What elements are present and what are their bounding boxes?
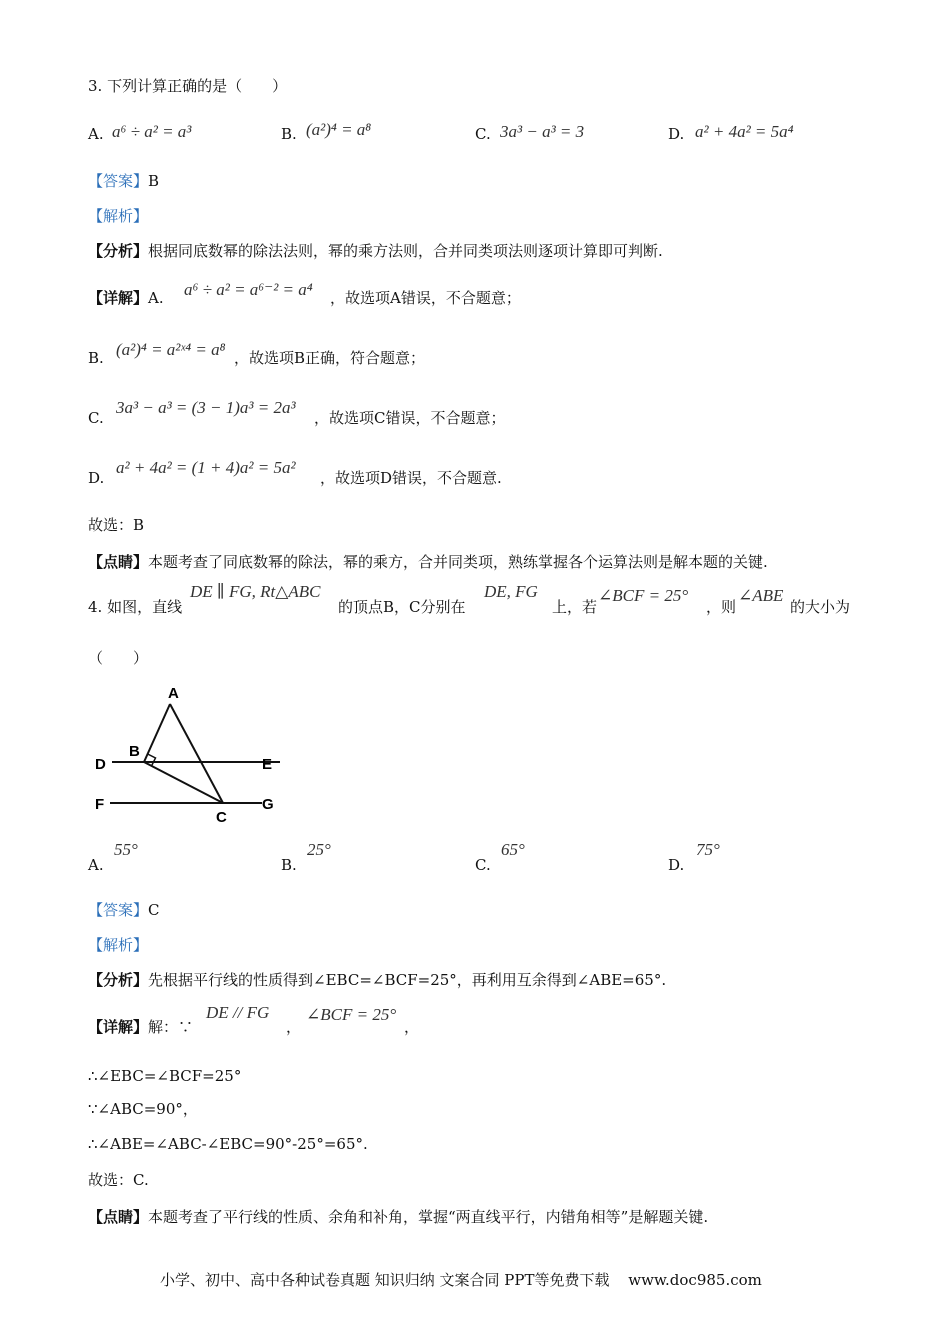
- q4-option-b-value: 25°: [307, 840, 331, 859]
- label-c: C: [216, 809, 227, 826]
- q4-expr-1: DE ∥ FG, Rt△ABC: [190, 582, 321, 601]
- comment-tag: 【点睛】: [88, 1208, 149, 1226]
- q3-option-a-label: A.: [88, 125, 104, 143]
- q4-answer: [88, 900, 160, 920]
- q3-option-d-label: D.: [668, 125, 685, 143]
- q3-detail-b-expr: (a²)⁴ = a²ˣ⁴ = a⁸: [116, 340, 226, 359]
- q3-detail-c-expr: 3a³ − a³ = (3 − 1)a³ = 2a³: [116, 398, 296, 417]
- q4-detail-intro: [88, 1017, 193, 1037]
- q4-choose: 故选：C.: [88, 1171, 149, 1189]
- q4-stem-4: ，则: [706, 598, 737, 616]
- q3-answer: [88, 171, 159, 191]
- q3-fenxi: [88, 241, 663, 261]
- detail-tag: 【详解】: [88, 1018, 149, 1036]
- segment-ab: [144, 704, 170, 762]
- q4-step-2: ∵∠ABC=90°，: [88, 1100, 198, 1118]
- q4-option-d-value: 75°: [696, 840, 720, 859]
- q3-option-c-expr: 3a³ − a³ = 3: [500, 122, 585, 141]
- q4-step-3: ∴∠ABE=∠ABC-∠EBC=90°-25°=65°.: [88, 1135, 368, 1153]
- q4-stem-1: 4. 如图，直线: [88, 598, 183, 616]
- q3-option-a-expr: a⁶ ÷ a² = a³: [112, 122, 192, 141]
- q4-figure: [92, 680, 292, 830]
- q3-detail-c-text: ，故选项C错误，不合题意；: [314, 409, 506, 427]
- fenxi-tag: 【分析】: [88, 242, 149, 260]
- q4-comment: [88, 1207, 708, 1227]
- q3-detail-d-text: ，故选项D错误，不合题意.: [320, 469, 502, 487]
- q3-detail-a: [88, 288, 164, 308]
- q4-detail-expr-1: DE // FG: [206, 1003, 270, 1022]
- q4-option-d-label: D.: [668, 856, 685, 874]
- label-g: G: [262, 796, 274, 813]
- answer-tag: 【答案】: [88, 901, 149, 919]
- q4-stem-2: 的顶点B，C分别在: [338, 598, 466, 616]
- footer: [160, 1270, 762, 1290]
- q4-stem-3: 上，若: [552, 598, 598, 616]
- q4-option-c-value: 65°: [501, 840, 525, 859]
- comment-text: 本题考查了同底数幂的除法，幂的乘方，合并同类项，熟练掌握各个运算法则是解本题的关键.: [148, 553, 768, 571]
- q3-choose: 故选：B: [88, 516, 145, 534]
- q4-analysis-tag: 【解析】: [88, 936, 149, 954]
- q3-detail-d-prefix: D.: [88, 469, 105, 487]
- q4-option-b-label: B.: [281, 856, 297, 874]
- q3-stem: 3. 下列计算正确的是（ ）: [88, 77, 288, 95]
- q3-detail-b-text: ，故选项B正确，符合题意；: [234, 349, 426, 367]
- q4-stem-5: 的大小为: [790, 598, 851, 616]
- answer-value: C: [148, 901, 160, 919]
- label-d: D: [95, 756, 106, 773]
- fenxi-text: 根据同底数幂的除法法则，幂的乘方法则，合并同类项法则逐项计算即可判断.: [148, 242, 663, 260]
- q4-expr-4: ∠ABE: [738, 586, 784, 605]
- q4-option-a-value: 55°: [114, 840, 138, 859]
- q3-detail-a-expr: a⁶ ÷ a² = a⁶⁻² = a⁴: [184, 280, 313, 299]
- q3-option-b-label: B.: [281, 125, 297, 143]
- q4-option-a-label: A.: [88, 856, 104, 874]
- label-a: A: [168, 685, 179, 702]
- footer-text: 小学、初中、高中各种试卷真题 知识归纳 文案合同 PPT等免费下载: [160, 1271, 610, 1289]
- q3-option-c-label: C.: [475, 125, 491, 143]
- q3-detail-d-expr: a² + 4a² = (1 + 4)a² = 5a²: [116, 458, 296, 477]
- footer-url[interactable]: www.doc985.com: [628, 1271, 762, 1289]
- label-e: E: [262, 756, 273, 773]
- fenxi-text: 先根据平行线的性质得到∠EBC=∠BCF=25°，再利用互余得到∠ABE=65°.: [148, 971, 667, 989]
- q4-option-c-label: C.: [475, 856, 491, 874]
- detail-tag: 【详解】: [88, 289, 149, 307]
- q4-detail-end: ，: [404, 1018, 420, 1036]
- q4-expr-2: DE, FG: [484, 582, 538, 601]
- q4-fenxi: [88, 970, 666, 990]
- q4-expr-3: ∠BCF = 25°: [598, 586, 689, 605]
- q3-analysis-tag: 【解析】: [88, 207, 149, 225]
- q3-option-d-expr: a² + 4a² = 5a⁴: [695, 122, 794, 141]
- q4-stem-paren: （ ）: [88, 649, 149, 667]
- q3-detail-b-prefix: B.: [88, 349, 104, 367]
- q3-option-b-expr: (a²)⁴ = a⁸: [306, 120, 372, 139]
- comment-tag: 【点睛】: [88, 553, 149, 571]
- comment-text: 本题考查了平行线的性质、余角和补角，掌握“两直线平行，内错角相等”是解题关键.: [148, 1208, 709, 1226]
- q4-step-1: ∴∠EBC=∠BCF=25°: [88, 1067, 242, 1085]
- answer-value: B: [148, 172, 160, 190]
- detail-a-prefix: A.: [148, 289, 164, 307]
- label-b: B: [129, 743, 140, 760]
- q4-detail-sep: ，: [286, 1018, 302, 1036]
- q3-detail-a-text: ，故选项A错误，不合题意；: [330, 289, 521, 307]
- label-f: F: [95, 796, 105, 813]
- detail-intro-text: 解：∵: [148, 1018, 194, 1036]
- q4-detail-expr-2: ∠BCF = 25°: [306, 1005, 397, 1024]
- fenxi-tag: 【分析】: [88, 971, 149, 989]
- q3-detail-c-prefix: C.: [88, 409, 104, 427]
- q3-comment: [88, 552, 768, 572]
- answer-tag: 【答案】: [88, 172, 149, 190]
